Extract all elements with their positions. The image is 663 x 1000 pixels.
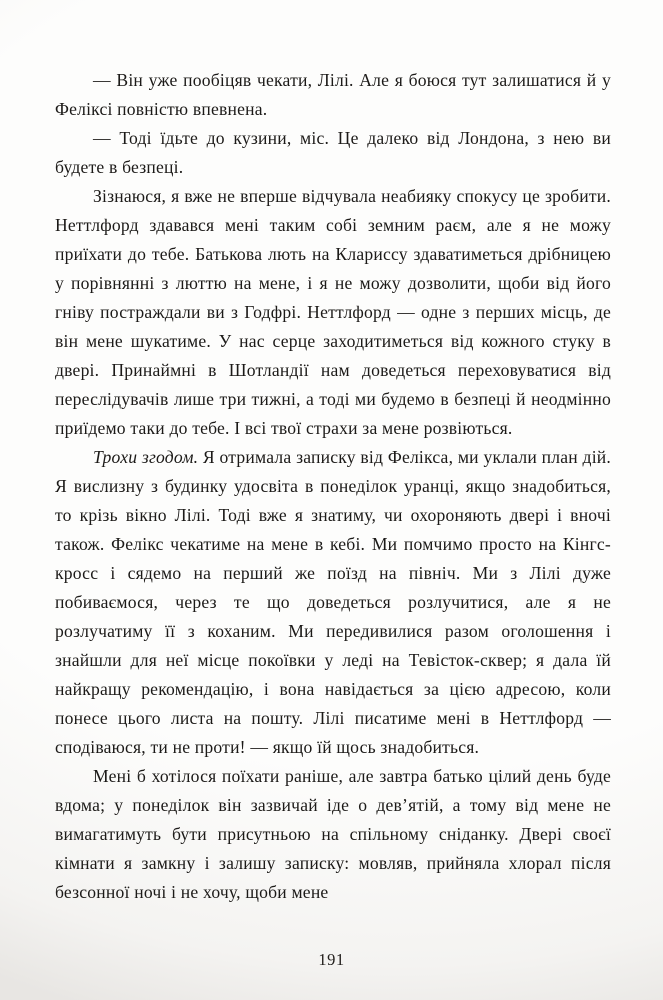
- paragraph-body-2-text: Я отримала записку від Фелікса, ми уклали план дій. Я вислизну з будинку удосвіта в понеділок уранці, якщо знадобиться, то крізь вікно Лілі. Тоді вже я знатиму, чи охороняють двері і вночі також. Фелікс чекатиме на мене в кебі. Ми помчимо просто на Кінгс-кросс і сядемо на перший же поїзд на північ. Ми з Лілі дуже побиваємося, через те що доведеться розлучитися, але я не розлучатиму її з коханим. Ми передивилися разом оголошення і знайшли для неї місце покоївки у леді на Тевісток-сквер; я дала їй найкращу рекомендацію, і вона навідається за цією адресою, коли понесе цього листа на пошту. Лілі писатиме мені в Неттлфорд — сподіваюся, ти не проти! — якщо їй щось знадобиться.: [55, 447, 612, 757]
- page-text-block: [55, 66, 611, 907]
- paragraph-dialogue-2: — Тоді їдьте до кузини, міс. Це далеко від Лондона, з нею ви будете в безпеці.: [55, 128, 611, 177]
- paragraph-body-1: Зізнаюся, я вже не вперше відчувала неабияку спокусу це зробити. Неттлфорд здавався мені таким собі земним раєм, але я не можу приїхати до тебе. Батькова лють на Клариссу здаватиметься дрібницею у порівнянні з люттю на мене, і я не можу дозволити, щоби від його гніву постраждали ви з Годфрі. Неттлфорд — одне з перших місць, де він мене шукатиме. У нас серце заходитиметься від кожного стуку в двері. Принаймні в Шотландії нам доведеться переховуватися від переслідувачів лише три тижні, а тоді ми будемо в безпеці й неодмінно приїдемо таки до тебе. І всі твої страхи за мене розвіються.: [55, 186, 611, 438]
- paragraph-dialogue-1: — Він уже пообіцяв чекати, Лілі. Але я боюся тут залишатися й у Феліксі повністю впевнена.: [55, 70, 611, 119]
- page-number: 191: [318, 950, 345, 969]
- paragraph-lead-italic: Трохи згодом.: [93, 447, 199, 467]
- paragraph-body-3: Мені б хотілося поїхати раніше, але завтра батько цілий день буде вдома; у понеділок він зазвичай іде о дев’ятій, а тому від мене не вимагатимуть бути присутньою на спільному сніданку. Двері своєї кімнати я замкну і залишу записку: мовляв, прийняла хлорал після безсонної ночі і не хочу, щоби мене: [55, 766, 611, 902]
- paragraph-body-2: [55, 443, 611, 762]
